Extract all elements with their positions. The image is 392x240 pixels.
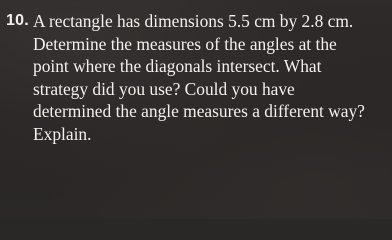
question-10 [6, 10, 390, 145]
show-through-texture [138, 150, 392, 219]
question-line-6: Explain. [33, 123, 92, 144]
question-number: 10. [6, 12, 29, 29]
question-line-5: determined the angle measures a different way? [33, 101, 365, 121]
question-line-1: A rectangle has dimensions 5.5 cm by 2.8 cm. [33, 11, 354, 31]
question-line-2: Determine the measures of the angles at the [33, 33, 337, 54]
question-text [33, 10, 390, 145]
question-line-4: strategy did you use? Could you have [33, 78, 295, 99]
question-line-3: point where the diagonals intersect. What [33, 56, 322, 76]
